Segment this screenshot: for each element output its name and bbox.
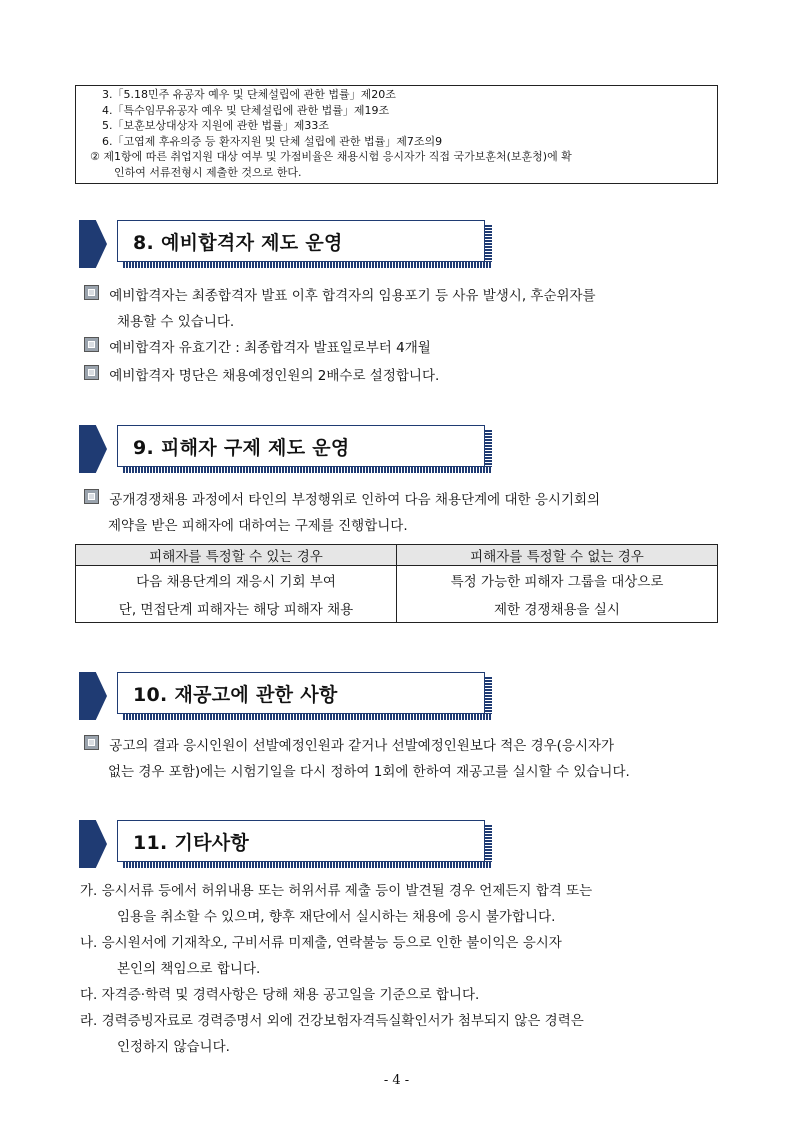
section-header-8 [79,220,494,268]
list-item: 라. 경력증빙자료로 경력증명서 외에 건강보험자격득실확인서가 첨부되지 않은 경력은 [80,1013,584,1029]
arrow-icon [79,672,107,720]
section-title: 10. 재공고에 관한 사항 [133,684,338,706]
law-line: 5.「보훈보상대상자 지원에 관한 법률」제33조 [102,119,329,132]
law-reference-box [75,85,718,184]
list-item-continuation: 본인의 책임으로 합니다. [117,961,261,977]
list-item-continuation: 채용할 수 있습니다. [117,314,235,330]
list-item: 공개경쟁채용 과정에서 타인의 부정행위로 인하여 다음 채용단계에 대한 응시기회의 [84,487,600,513]
page-number: - 4 - [383,1073,410,1088]
section-header-9 [79,425,494,473]
table-cell: 제한 경쟁채용을 실시 [397,593,718,623]
table-cell: 단, 면접단계 피해자는 해당 피해자 채용 [76,593,397,623]
section-title: 11. 기타사항 [133,832,250,854]
list-item: 예비합격자 유효기간 : 최종합격자 발표일로부터 4개월 [84,335,431,361]
arrow-icon [79,820,107,868]
list-item-continuation: 제약을 받은 피해자에 대하여는 구제를 진행합니다. [108,518,408,534]
victim-relief-table [75,544,718,623]
list-item-continuation: 인정하지 않습니다. [117,1039,230,1055]
section-header-11 [79,820,494,868]
square-bullet-icon [84,365,99,380]
law-line: ② 제1항에 따른 취업지원 대상 여부 및 가점비율은 채용시험 응시자가 직접 국가보훈처(보훈청)에 확 [90,150,572,163]
list-item: 가. 응시서류 등에서 허위내용 또는 허위서류 제출 등이 발견될 경우 언제든지 합격 또는 [80,883,593,899]
column-header: 피해자를 특정할 수 없는 경우 [397,545,718,566]
section-title: 8. 예비합격자 제도 운영 [133,232,343,254]
list-item: 예비합격자 명단은 채용예정인원의 2배수로 설정합니다. [84,363,439,389]
square-bullet-icon [84,337,99,352]
column-header: 피해자를 특정할 수 있는 경우 [76,545,397,566]
list-item: 공고의 결과 응시인원이 선발예정인원과 같거나 선발예정인원보다 적은 경우(응시자가 [84,733,614,759]
list-item: 다. 자격증·학력 및 경력사항은 당해 채용 공고일을 기준으로 합니다. [80,987,480,1003]
list-item-continuation: 임용을 취소할 수 있으며, 향후 재단에서 실시하는 채용에 응시 불가합니다. [117,909,556,925]
law-line: 3.「5.18민주 유공자 예우 및 단체설립에 관한 법률」제20조 [102,88,396,101]
square-bullet-icon [84,735,99,750]
square-bullet-icon [84,285,99,300]
arrow-icon [79,220,107,268]
law-line: 인하여 서류전형시 제출한 것으로 한다. [114,165,302,179]
section-title: 9. 피해자 구제 제도 운영 [133,437,350,459]
square-bullet-icon [84,489,99,504]
law-line: 4.「특수임무유공자 예우 및 단체설립에 관한 법률」제19조 [102,103,390,117]
table-header-row [76,545,718,566]
list-item: 나. 응시원서에 기재착오, 구비서류 미제출, 연락불능 등으로 인한 불이익은 응시자 [80,935,562,951]
list-item: 예비합격자는 최종합격자 발표 이후 합격자의 임용포기 등 사유 발생시, 후순위자를 [84,283,596,309]
table-cell: 특정 가능한 피해자 그룹을 대상으로 [397,566,718,594]
arrow-icon [79,425,107,473]
table-row [76,593,718,623]
section-header-10 [79,672,494,720]
list-item-continuation: 없는 경우 포함)에는 시험기일을 다시 정하여 1회에 한하여 재공고를 실시할 수 있습니다. [108,764,630,780]
table-cell: 다음 채용단계의 재응시 기회 부여 [76,566,397,594]
law-line: 6.「고엽제 후유의증 등 환자지원 및 단체 설립에 관한 법률」제7조의9 [102,134,443,148]
table-row [76,566,718,594]
